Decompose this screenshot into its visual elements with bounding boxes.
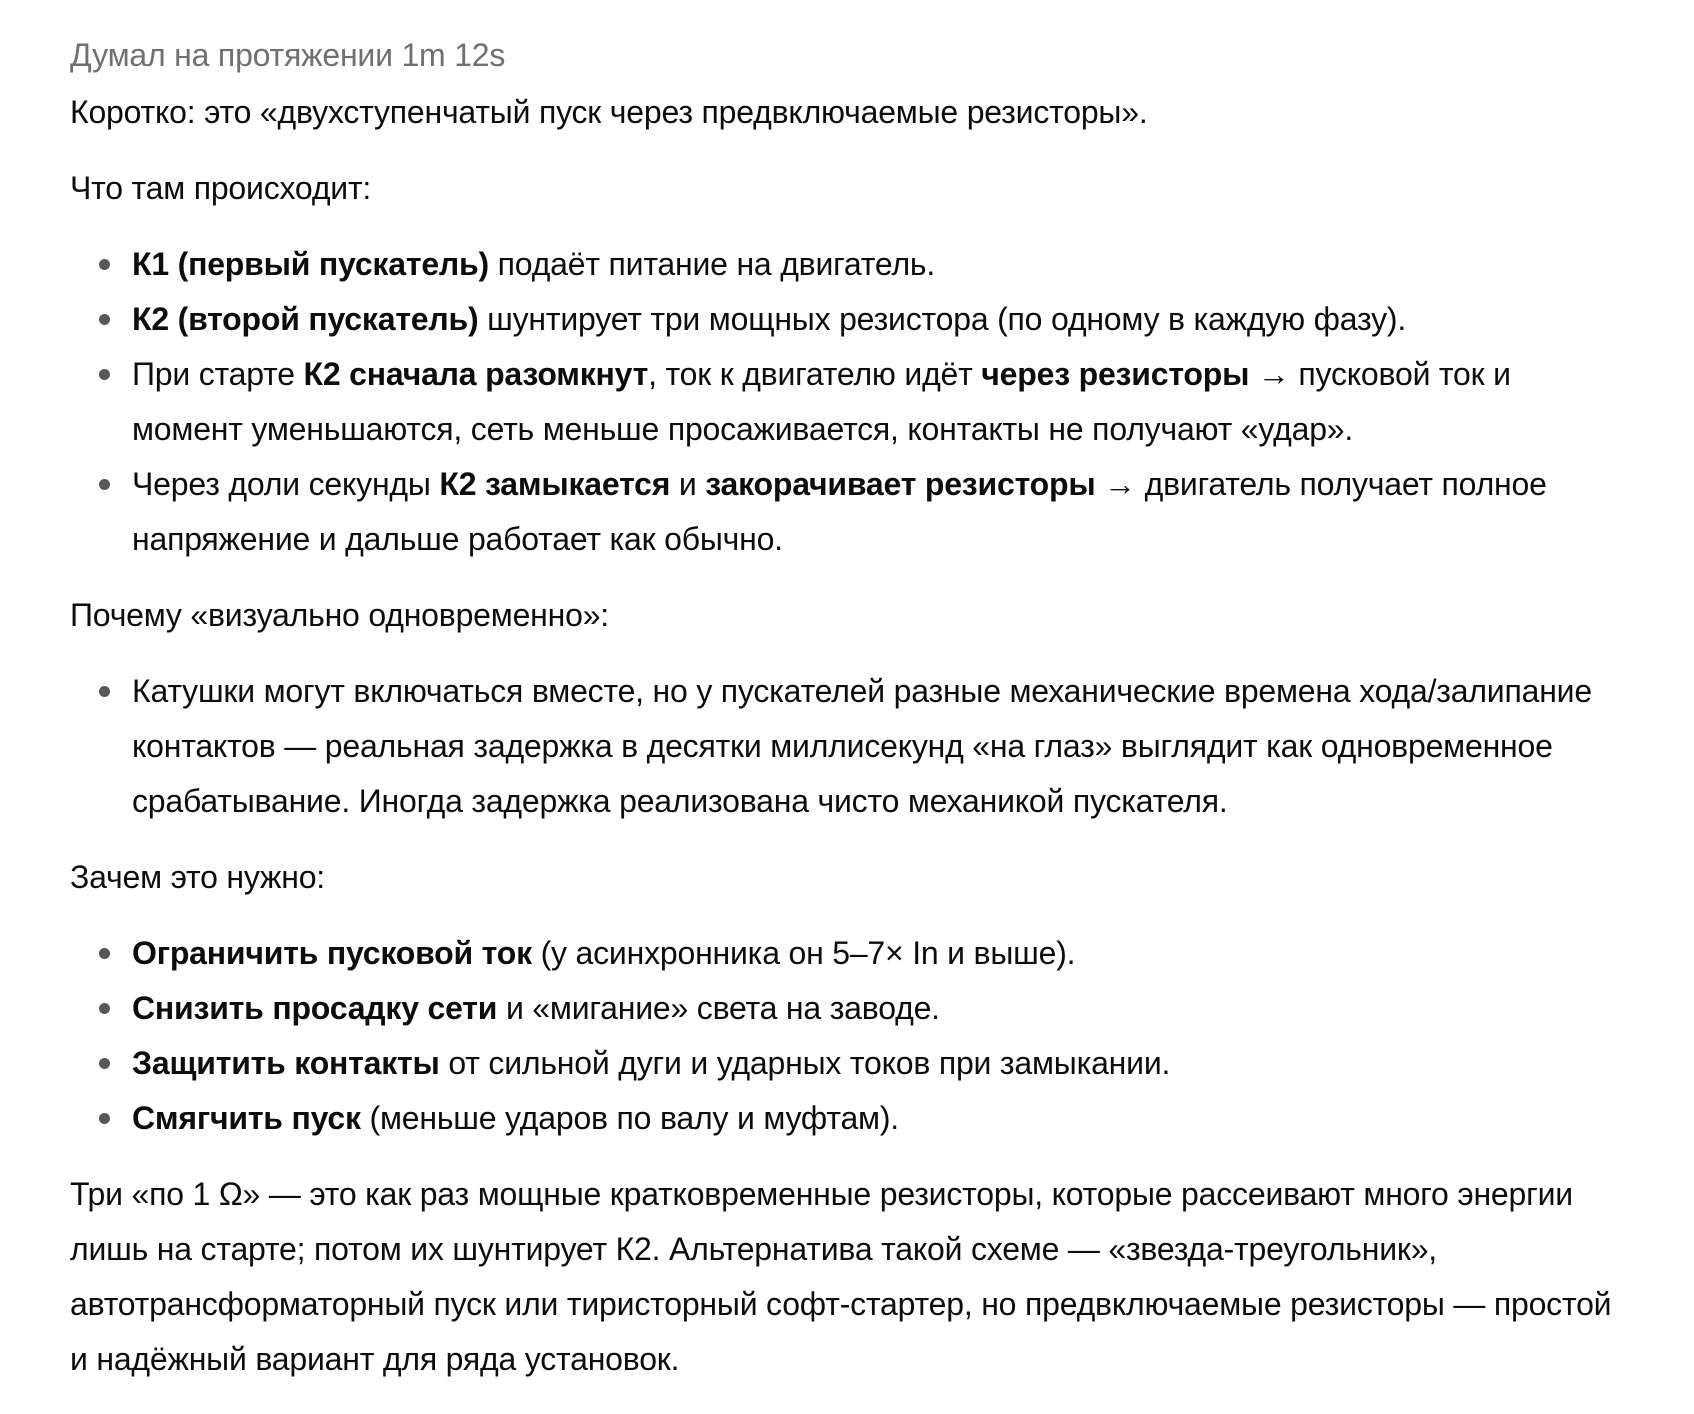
- text-run: и «мигание» света на заводе.: [497, 990, 940, 1026]
- bold-text: К2 (второй пускатель): [132, 301, 479, 337]
- bold-text: К2 замыкается: [439, 466, 671, 502]
- text-run: и: [670, 466, 706, 502]
- text-run: Зачем это нужно:: [70, 859, 325, 895]
- text-run: от сильной дуги и ударных токов при замыкании.: [439, 1045, 1171, 1081]
- purpose-list: [70, 926, 1630, 1146]
- bold-text: К1 (первый пускатель): [132, 246, 489, 282]
- text-run: подаёт питание на двигатель.: [488, 246, 936, 282]
- text-run: При старте: [132, 356, 304, 392]
- bold-text: через резисторы: [981, 356, 1250, 392]
- what-happens-list: [70, 237, 1630, 567]
- paragraph-section-purpose: [70, 850, 1630, 905]
- text-run: Что там происходит:: [70, 170, 372, 206]
- text-run: (у асинхронника он 5–7× In и выше).: [531, 935, 1076, 971]
- bold-text: Защитить контакты: [132, 1045, 440, 1081]
- text-run: → пусковой ток и момент уменьшаются, сеть меньше просаживается, контакты не получают «удар».: [132, 356, 1511, 447]
- text-run: → двигатель получает полное напряжение и дальше работает как обычно.: [132, 466, 1547, 557]
- list-item: [132, 347, 1630, 457]
- list-item: [132, 664, 1630, 829]
- list-item: [132, 457, 1630, 567]
- text-run: Три «по 1 Ω» — это как раз мощные кратковременные резисторы, которые рассеивают много энергии лишь на старте; потом их шунтирует К2. Альтернатива такой схеме — «звезда-треугольник», автотрансформаторный пуск или тиристорный софт-стартер, но предвключаемые резисторы — простой и надёжный вариант для ряда установок.: [70, 1176, 1612, 1377]
- list-item: [132, 292, 1630, 347]
- list-item: [132, 1091, 1630, 1146]
- paragraph-section-what-happens: [70, 161, 1630, 216]
- list-item: [132, 981, 1630, 1036]
- bold-text: Смягчить пуск: [132, 1100, 361, 1136]
- list-item: [132, 237, 1630, 292]
- text-run: шунтирует три мощных резистора (по одному в каждую фазу).: [478, 301, 1407, 337]
- text-run: Катушки могут включаться вместе, но у пускателей разные механические времена хода/залипание контактов — реальная задержка в десятки миллисекунд «на глаз» выглядит как одновременное срабатывание. Иногда задержка реализована чисто механикой пускателя.: [132, 673, 1592, 819]
- text-run: Коротко: это «двухступенчатый пуск через предвключаемые резисторы».: [70, 94, 1148, 130]
- bold-text: К2 сначала разомкнут: [303, 356, 649, 392]
- bold-text: закорачивает резисторы: [705, 466, 1096, 502]
- list-item: [132, 926, 1630, 981]
- text-run: Почему «визуально одновременно»:: [70, 597, 609, 633]
- text-run: , ток к двигателю идёт: [648, 356, 982, 392]
- paragraph-closing: [70, 1167, 1630, 1387]
- paragraph-intro: [70, 85, 1630, 140]
- why-simultaneous-list: [70, 664, 1630, 829]
- list-item: [132, 1036, 1630, 1091]
- thinking-duration-toggle[interactable]: Думал на протяжении 1m 12s: [70, 37, 506, 73]
- text-run: Через доли секунды: [132, 466, 440, 502]
- bold-text: Ограничить пусковой ток: [132, 935, 532, 971]
- text-run: (меньше ударов по валу и муфтам).: [360, 1100, 899, 1136]
- bold-text: Снизить просадку сети: [132, 990, 498, 1026]
- assistant-response: [70, 85, 1630, 1387]
- paragraph-section-why-simultaneous: [70, 588, 1630, 643]
